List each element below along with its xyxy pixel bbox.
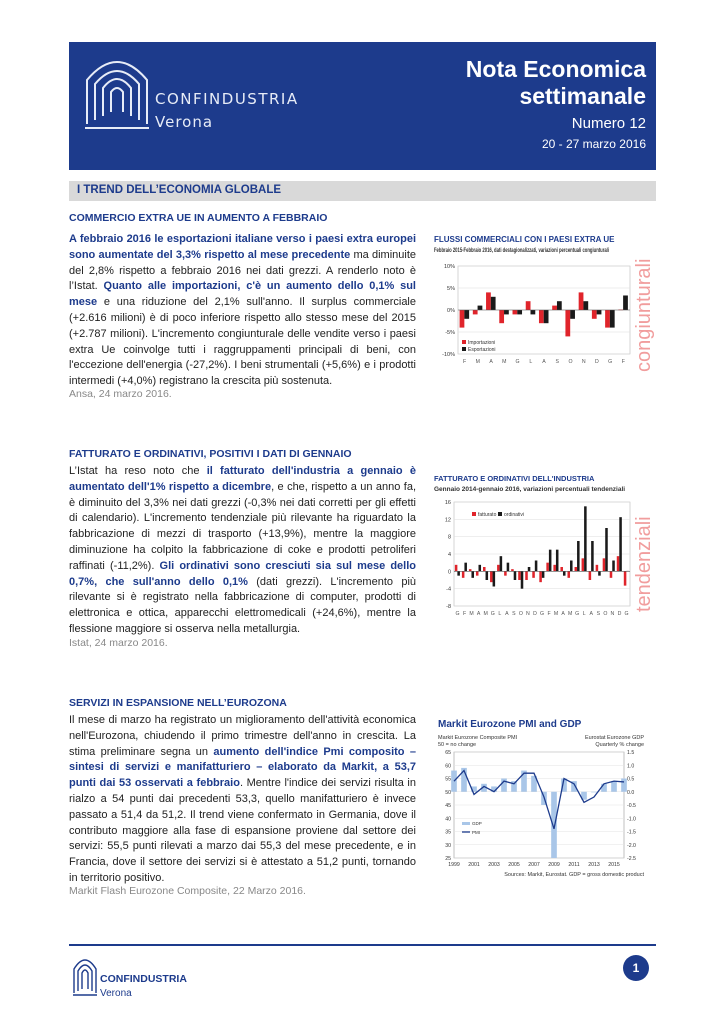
bar-importazioni (460, 310, 465, 328)
y-right-tick-label: -1.5 (627, 829, 636, 836)
a1-bold2: Quanto alle importazioni, c'è un aumento dello 0,1% sul mese (69, 280, 416, 309)
x-tick-label: M (469, 611, 474, 617)
x-tick-label: 2009 (548, 862, 560, 868)
legend-label: Esportazioni (468, 347, 496, 353)
y-tick-label: 16 (444, 500, 451, 506)
bar-fatturato (455, 565, 458, 572)
article-3-source: Markit Flash Eurozone Composite, 22 Marzo 2016. (69, 885, 306, 897)
bar-fatturato (575, 567, 578, 571)
bar-ordinativi (563, 571, 566, 575)
x-tick-label: 2005 (508, 862, 520, 868)
article-1-body (69, 232, 416, 390)
article-2-title: FATTURATO E ORDINATIVI, POSITIVI I DATI DI GENNAIO (69, 448, 352, 460)
footer-divider (69, 944, 656, 946)
x-tick-label: F (621, 359, 625, 365)
bar-ordinativi (478, 565, 481, 572)
y-tick-label: 12 (444, 517, 451, 524)
x-tick-label: F (463, 359, 467, 365)
y-tick-label: -4 (446, 586, 451, 593)
x-tick-label: M (475, 359, 481, 365)
bar-fatturato (532, 571, 535, 578)
bar-esportazioni (557, 301, 562, 310)
y-tick-label: -8 (446, 604, 451, 610)
bar-fatturato (504, 571, 507, 575)
chart-trade-extra-eu (432, 232, 657, 380)
chart-3-left-sub: 50 = no change (438, 742, 477, 748)
gdp-bar (551, 792, 557, 858)
bar-ordinativi (570, 561, 573, 572)
gdp-bar (591, 792, 597, 793)
x-tick-label: S (512, 611, 516, 617)
header-banner (69, 42, 656, 170)
y-tick-label: -5% (445, 330, 455, 336)
bar-ordinativi (612, 561, 615, 572)
chart-2-title: FATTURATO E ORDINATIVI DELL'INDUSTRIA (434, 474, 595, 483)
bar-importazioni (473, 310, 478, 314)
bar-esportazioni (504, 310, 509, 314)
y-right-tick-label: -2.0 (627, 842, 636, 849)
y-right-tick-label: -0.5 (627, 803, 636, 809)
x-tick-label: A (542, 359, 546, 365)
bar-ordinativi (457, 571, 460, 575)
x-tick-label: O (603, 611, 608, 617)
x-tick-label: M (502, 359, 507, 365)
y-right-tick-label: -2.5 (627, 856, 636, 862)
x-tick-label: M (483, 611, 488, 617)
x-tick-label: 2013 (588, 862, 600, 868)
legend-swatch (472, 512, 476, 516)
legend-swatch (462, 340, 466, 344)
chart-pmi-gdp (432, 714, 657, 880)
bar-ordinativi (514, 571, 517, 580)
bar-fatturato (567, 571, 570, 578)
bar-fatturato (518, 571, 521, 580)
x-tick-label: L (498, 611, 502, 617)
x-tick-label: O (568, 359, 573, 365)
y-left-tick-label: 60 (445, 763, 451, 770)
legend-gdp-swatch (462, 822, 470, 825)
bar-fatturato (497, 565, 500, 572)
bar-fatturato (469, 569, 472, 571)
a2-text2: , e che, rispetto a un anno fa, è diminuito del 3,3% nei dati grezzi (-0,3% nei dati corretti per gli effetti di calendario). L'incremento tendenziale più rilevante ha riguardato la fabbricazione di mezzi di trasporto (+13,9%), mentre la maggiore diminuzione ha colpito la fabbricazione di coke e prodotti petroliferi raffinati (-11,2%). (69, 480, 417, 572)
x-tick-label: 2001 (468, 862, 480, 868)
x-tick-label: A (505, 611, 509, 617)
y-right-tick-label: 1.5 (627, 750, 635, 756)
bar-importazioni (526, 301, 531, 310)
bar-esportazioni (531, 310, 536, 314)
bar-esportazioni (491, 297, 496, 310)
y-left-tick-label: 30 (445, 842, 451, 849)
y-left-tick-label: 25 (445, 856, 451, 862)
bar-ordinativi (486, 571, 489, 580)
bar-esportazioni (570, 310, 575, 319)
bar-esportazioni (597, 310, 602, 314)
bar-fatturato (603, 558, 606, 571)
bar-ordinativi (619, 517, 622, 571)
x-tick-label: M (553, 611, 559, 617)
x-tick-label: F (547, 611, 551, 617)
x-tick-label: G (624, 611, 629, 617)
gdp-bar (451, 771, 457, 792)
bar-fatturato (596, 565, 599, 572)
bar-ordinativi (493, 571, 496, 586)
a2-text3: (dati grezzi). L'incremento più rilevante si è registrato nella fabbricazione di computer, prodotti di elettronica e ottica, apparecchi elettromedicali (+24,6%), mentre la flessione maggiore si osserva nella metallurgia. (69, 575, 417, 635)
bar-fatturato (525, 571, 528, 580)
bar-importazioni (539, 310, 544, 323)
bar-ordinativi (507, 563, 510, 572)
x-tick-label: 2003 (488, 862, 500, 868)
bar-importazioni (513, 310, 518, 314)
bar-ordinativi (591, 541, 594, 571)
chart-3-title: Markit Eurozone PMI and GDP (438, 719, 582, 730)
bar-esportazioni (583, 301, 588, 310)
bar-importazioni (565, 310, 570, 336)
y-left-tick-label: 40 (445, 816, 451, 823)
y-tick-label: 10% (443, 264, 455, 270)
y-left-tick-label: 50 (445, 789, 451, 796)
bar-fatturato (511, 569, 514, 571)
bar-fatturato (589, 571, 592, 580)
bar-fatturato (546, 563, 549, 572)
chart-1-side-label: congiunturali (633, 258, 655, 372)
x-tick-label: F (462, 611, 467, 617)
x-tick-label: G (608, 359, 613, 365)
bar-ordinativi (500, 556, 503, 571)
gdp-bar (601, 784, 607, 792)
x-tick-label: G (575, 611, 580, 617)
bar-importazioni (592, 310, 597, 319)
a2-bold2: Gli ordinativi sono cresciuti sia sul mese dello 0,7%, che sull'anno dello 0,1% (69, 559, 417, 588)
bar-ordinativi (556, 550, 559, 572)
x-tick-label: L (582, 611, 586, 617)
chart-2-svg (432, 472, 657, 622)
article-1-title: COMMERCIO EXTRA UE IN AUMENTO A FEBBRAIO (69, 212, 328, 224)
x-tick-label: S (555, 359, 559, 365)
bar-ordinativi (542, 571, 545, 578)
bar-ordinativi (471, 571, 474, 578)
bar-importazioni (605, 310, 610, 328)
x-tick-label: G (455, 611, 460, 617)
bar-esportazioni (517, 310, 522, 314)
legend-label: Importazioni (468, 340, 496, 346)
y-left-tick-label: 55 (445, 776, 451, 783)
issue-number: Numero 12 (571, 115, 646, 132)
legend-label: fatturato (478, 512, 497, 518)
chart-3-right-sub: Quarterly % change (595, 742, 644, 748)
chart-turnover-orders (432, 472, 657, 622)
a1-text1: ma diminuite del 2,8% rispetto a febbraio 2016 nei dati grezzi. A renderlo noto è l’Istat. (69, 248, 417, 293)
page-number: 1 (623, 955, 649, 981)
a1-bold1: A febbraio 2016 le esportazioni italiane verso i paesi extra europei sono aumentate del 3,3% rispetto al mese precedente (69, 233, 416, 261)
bar-ordinativi (605, 528, 608, 571)
bar-ordinativi (549, 550, 552, 572)
bar-importazioni (579, 292, 584, 310)
bar-importazioni (486, 292, 491, 310)
chart-1-subtitle: Febbraio 2015-Febbraio 2016, dati destagionalizzati, variazioni percentuali congiunturali (434, 247, 610, 254)
footer-brand: CONFINDUSTRIA (100, 973, 187, 985)
y-right-tick-label: -1.0 (627, 816, 636, 823)
y-right-tick-label: 0.5 (627, 776, 635, 783)
a3-text2: . Mentre l'indice dei servizi risulta in rialzo a 54 punti dai precedenti 53,3, quello manifatturiero è invece passato a 51,4 da 51,2. Il trend viene confermato in Germania, dove il contributo maggiore alla fase di espansione proviene dal settore dei servizi: 55,5 punti rilevati a marzo dai 55,3 del mese precedente, e in Francia, dove il settore dei servizi si è attestato a 51,2 punti, tornando in territorio positivo. (69, 777, 416, 884)
y-tick-label: 0 (447, 569, 451, 576)
x-tick-label: D (595, 359, 599, 365)
x-tick-label: G (515, 359, 520, 365)
header-city: Verona (155, 113, 214, 131)
x-tick-label: L (529, 359, 533, 365)
y-right-tick-label: 0.0 (627, 789, 635, 796)
footer-logo-icon (72, 953, 98, 997)
section-title: I TREND DELL’ECONOMIA GLOBALE (77, 184, 282, 196)
article-2-body (69, 464, 416, 638)
y-right-tick-label: 1.0 (627, 763, 635, 770)
chart-2-subtitle: Gennaio 2014-gennaio 2016, variazioni percentuali tendenziali (434, 486, 626, 493)
y-tick-label: 4 (447, 552, 451, 558)
bar-esportazioni (623, 295, 628, 310)
legend-label: ordinativi (504, 512, 525, 518)
bar-ordinativi (598, 571, 601, 575)
bar-esportazioni (544, 310, 549, 323)
x-tick-label: N (526, 611, 530, 617)
x-tick-label: 1999 (448, 862, 460, 868)
bar-fatturato (483, 567, 486, 571)
bar-importazioni (499, 310, 504, 323)
bar-fatturato (610, 571, 613, 578)
bar-fatturato (617, 556, 620, 571)
bar-fatturato (553, 565, 556, 572)
x-tick-label: N (610, 611, 615, 617)
chart-1-title: FLUSSI COMMERCIALI CON I PAESI EXTRA UE (434, 235, 615, 244)
a1-text2: e una riduzione del 2,1% sull'anno. Il surplus commerciale (+2.616 milioni) è di poco inferiore rispetto allo stesso mese del 2015 (+2.787 milioni). L'incremento congiunturale delle vendite verso i paesi extra Ue coinvolge tutti i raggruppamenti principali di beni, con l'eccezione dell'energia (-27,2%). I beni strumentali (+5,6%) e i prodotti intermedi (+4,0%) registrano la crescita più sostenuta. (69, 296, 416, 388)
x-tick-label: M (567, 611, 573, 617)
x-tick-label: A (561, 611, 565, 617)
x-tick-label: G (490, 611, 495, 617)
article-3-body (69, 713, 416, 887)
y-tick-label: 8 (447, 534, 451, 541)
bar-fatturato (539, 571, 542, 582)
x-tick-label: A (489, 359, 493, 365)
bar-ordinativi (577, 541, 580, 571)
x-tick-label: 2007 (528, 862, 540, 868)
y-tick-label: 0% (447, 308, 455, 314)
gdp-bar (611, 781, 617, 792)
bar-ordinativi (464, 563, 467, 572)
a2-text1: L’Istat ha reso noto che (69, 465, 207, 477)
legend-label: GDP (472, 821, 482, 826)
gdp-bar (621, 779, 627, 792)
bar-fatturato (624, 571, 627, 585)
bar-esportazioni (464, 310, 469, 319)
x-tick-label: D (533, 611, 537, 617)
chart-3-svg (432, 714, 657, 880)
x-tick-label: O (518, 611, 523, 617)
bar-fatturato (490, 571, 493, 582)
title-line2: settimanale (519, 83, 646, 109)
chart-3-right-label: Eurostat Eurozone GDP (584, 735, 644, 741)
x-tick-label: A (476, 611, 481, 617)
bar-ordinativi (535, 561, 538, 572)
x-tick-label: D (617, 611, 622, 617)
x-tick-label: A (589, 611, 594, 617)
article-1-source: Ansa, 24 marzo 2016. (69, 388, 172, 400)
bar-esportazioni (478, 306, 483, 310)
a3-bold1: aumento dell'indice Pmi composito – sintesi di servizi e manifatturiero – elaborato da Markit, a 53,7 punti dai 53 osservati a febbraio (69, 745, 416, 790)
x-tick-label: N (581, 359, 586, 365)
header-brand: CONFINDUSTRIA (155, 90, 299, 108)
bar-fatturato (560, 567, 563, 571)
x-tick-label: 2011 (568, 862, 580, 868)
bar-fatturato (582, 558, 585, 571)
chart-3-left-label: Markit Eurozone Composite PMI (438, 735, 518, 741)
legend-swatch (498, 512, 502, 516)
y-left-tick-label: 65 (445, 750, 451, 756)
bar-ordinativi (528, 567, 531, 571)
a2-bold1: il fatturato dell'industria a gennaio è aumentato dell'1% rispetto a dicembre (69, 465, 416, 493)
chart-1-svg (432, 232, 657, 380)
chart-3-source: Sources: Markit, Eurostat. GDP = gross domestic product (504, 872, 644, 878)
title-line1: Nota Economica (465, 56, 646, 82)
bar-esportazioni (610, 310, 615, 328)
x-tick-label: S (596, 611, 601, 617)
chart-2-side-label: tendenziali (633, 516, 655, 612)
a3-text1: Il mese di marzo ha registrato un miglioramento dell'attività economica nell'Eurozona, chiudendo il primo trimestre dell'anno in crescita. La stima preliminare segna un (69, 714, 416, 758)
confindustria-logo-icon (81, 50, 153, 130)
y-left-tick-label: 35 (445, 829, 451, 836)
issue-date: 20 - 27 marzo 2016 (541, 137, 646, 151)
y-tick-label: 5% (447, 286, 455, 292)
x-tick-label: 2015 (608, 862, 620, 868)
bar-importazioni (552, 306, 557, 310)
footer-city: Verona (100, 988, 132, 999)
x-tick-label: G (539, 611, 545, 617)
legend-swatch (462, 347, 466, 351)
page-title (466, 56, 646, 110)
bar-fatturato (462, 571, 465, 578)
bar-fatturato (476, 571, 479, 575)
legend-label: PMI (472, 830, 481, 835)
article-3-title: SERVIZI IN ESPANSIONE NELL’EUROZONA (69, 697, 287, 709)
y-tick-label: -10% (442, 352, 455, 358)
bar-ordinativi (584, 506, 587, 571)
section-header (69, 181, 656, 201)
bar-ordinativi (521, 571, 524, 588)
y-left-tick-label: 45 (445, 803, 451, 809)
article-2-source: Istat, 24 marzo 2016. (69, 637, 168, 649)
